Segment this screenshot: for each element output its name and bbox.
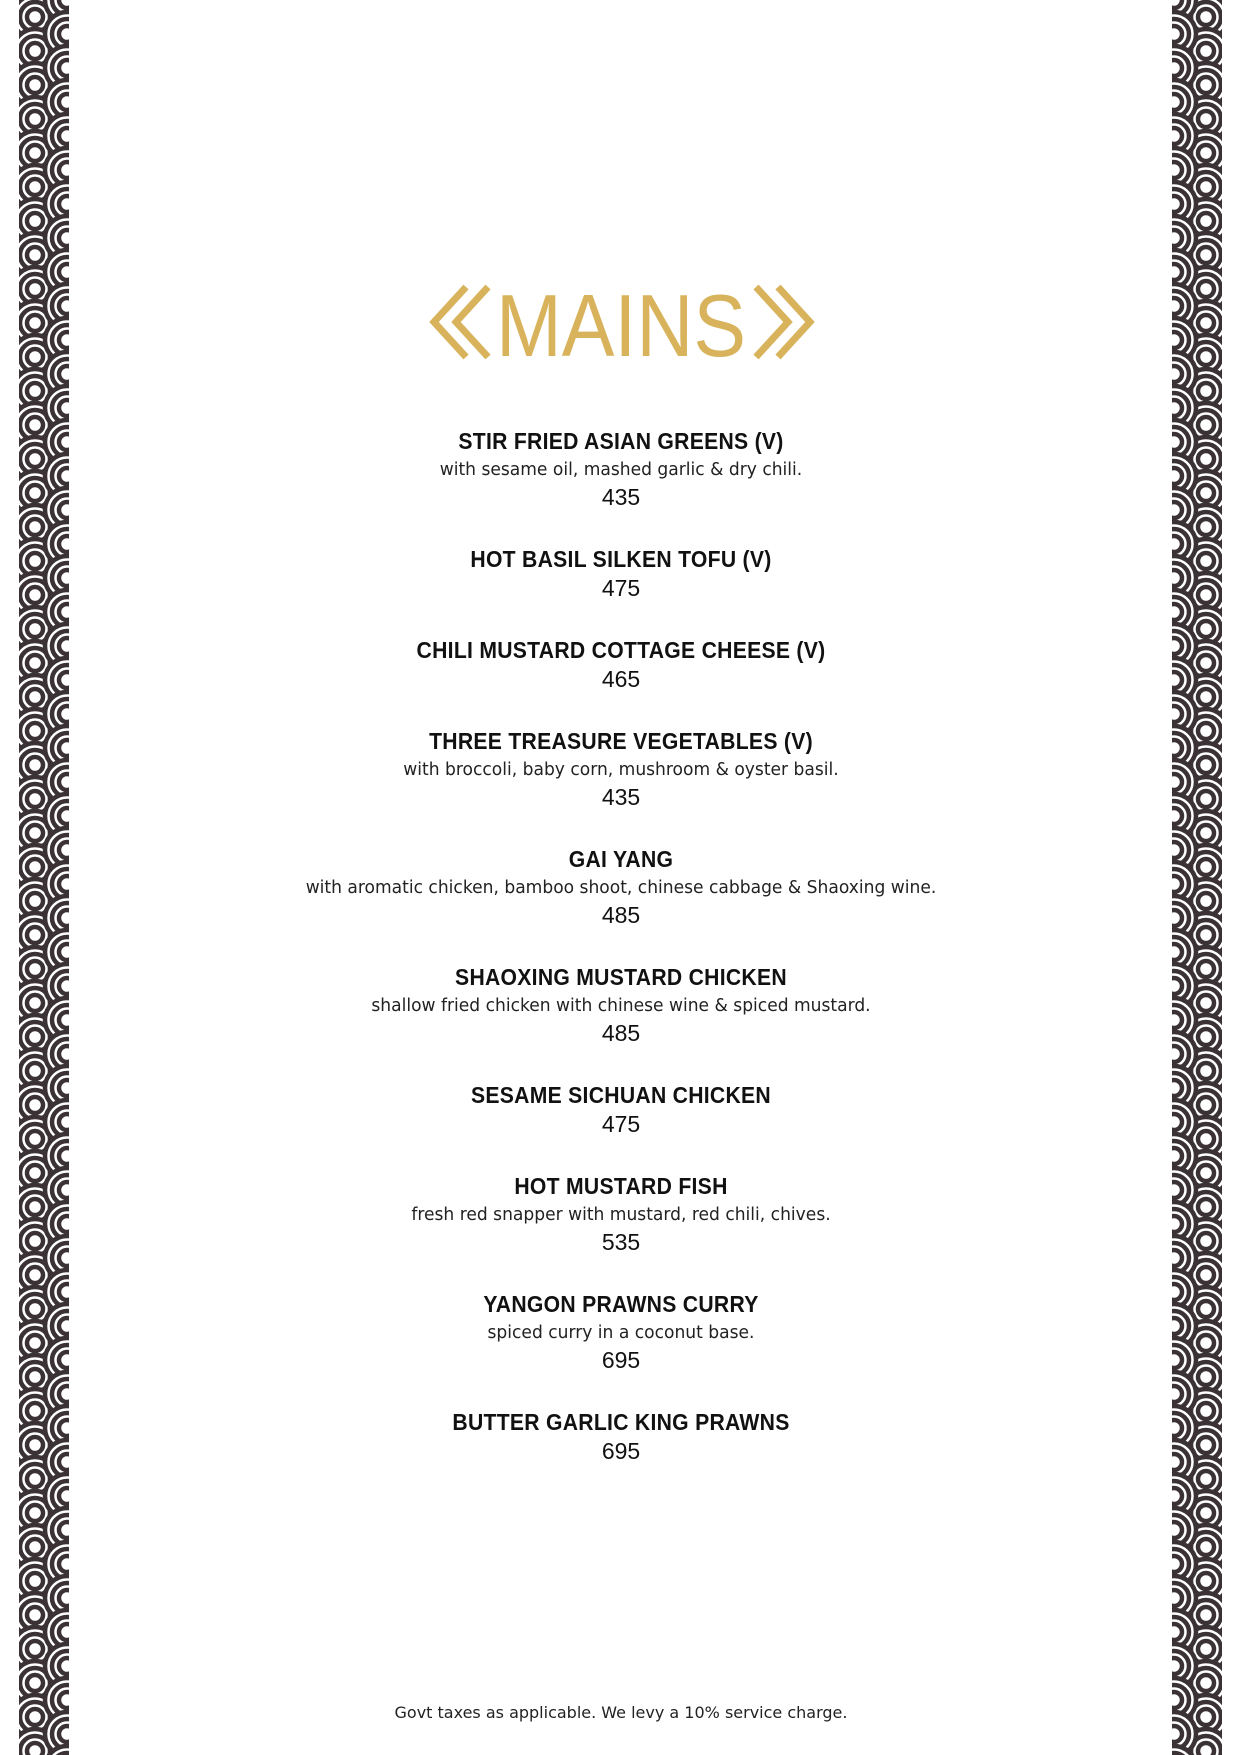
item-description: spiced curry in a coconut base. bbox=[487, 1322, 755, 1343]
item-description: with sesame oil, mashed garlic & dry chili. bbox=[439, 459, 803, 480]
menu-item bbox=[0, 1290, 1242, 1375]
item-price: 485 bbox=[601, 902, 641, 928]
menu-item bbox=[0, 727, 1242, 812]
menu-item bbox=[0, 1172, 1242, 1257]
footer-note: Govt taxes as applicable. We levy a 10% service charge. bbox=[394, 1703, 848, 1722]
item-description: with broccoli, baby corn, mushroom & oyster basil. bbox=[403, 759, 839, 780]
item-price: 475 bbox=[601, 1111, 641, 1137]
item-name: GAI YANG bbox=[568, 846, 674, 872]
item-name: SESAME SICHUAN CHICKEN bbox=[470, 1082, 771, 1108]
item-description: shallow fried chicken with chinese wine & spiced mustard. bbox=[371, 995, 871, 1016]
menu-item bbox=[0, 1408, 1242, 1466]
item-price: 435 bbox=[601, 484, 641, 510]
item-price: 695 bbox=[601, 1438, 641, 1464]
item-price: 465 bbox=[601, 666, 641, 692]
menu-item bbox=[0, 545, 1242, 603]
item-name: THREE TREASURE VEGETABLES (V) bbox=[429, 728, 813, 754]
menu-item bbox=[0, 427, 1242, 512]
item-name: STIR FRIED ASIAN GREENS (V) bbox=[458, 428, 784, 454]
menu-item bbox=[0, 1081, 1242, 1139]
item-name: BUTTER GARLIC KING PRAWNS bbox=[452, 1409, 790, 1435]
item-name: YANGON PRAWNS CURRY bbox=[483, 1291, 759, 1317]
menu-item bbox=[0, 845, 1242, 930]
item-name: SHAOXING MUSTARD CHICKEN bbox=[455, 964, 787, 990]
item-price: 435 bbox=[601, 784, 641, 810]
menu-list bbox=[0, 427, 1242, 1499]
section-title bbox=[0, 282, 1242, 362]
menu-item bbox=[0, 963, 1242, 1048]
item-price: 535 bbox=[601, 1229, 641, 1255]
svg-text:MAINS: MAINS bbox=[496, 282, 746, 362]
item-name: CHILI MUSTARD COTTAGE CHEESE (V) bbox=[416, 637, 826, 663]
item-price: 695 bbox=[601, 1347, 641, 1373]
item-price: 485 bbox=[601, 1020, 641, 1046]
item-name: HOT MUSTARD FISH bbox=[514, 1173, 728, 1199]
menu-item bbox=[0, 636, 1242, 694]
mains-title-logo bbox=[426, 282, 816, 362]
item-description: fresh red snapper with mustard, red chili, chives. bbox=[411, 1204, 831, 1225]
item-price: 475 bbox=[601, 575, 641, 601]
item-description: with aromatic chicken, bamboo shoot, chinese cabbage & Shaoxing wine. bbox=[305, 877, 937, 898]
item-name: HOT BASIL SILKEN TOFU (V) bbox=[470, 546, 772, 572]
